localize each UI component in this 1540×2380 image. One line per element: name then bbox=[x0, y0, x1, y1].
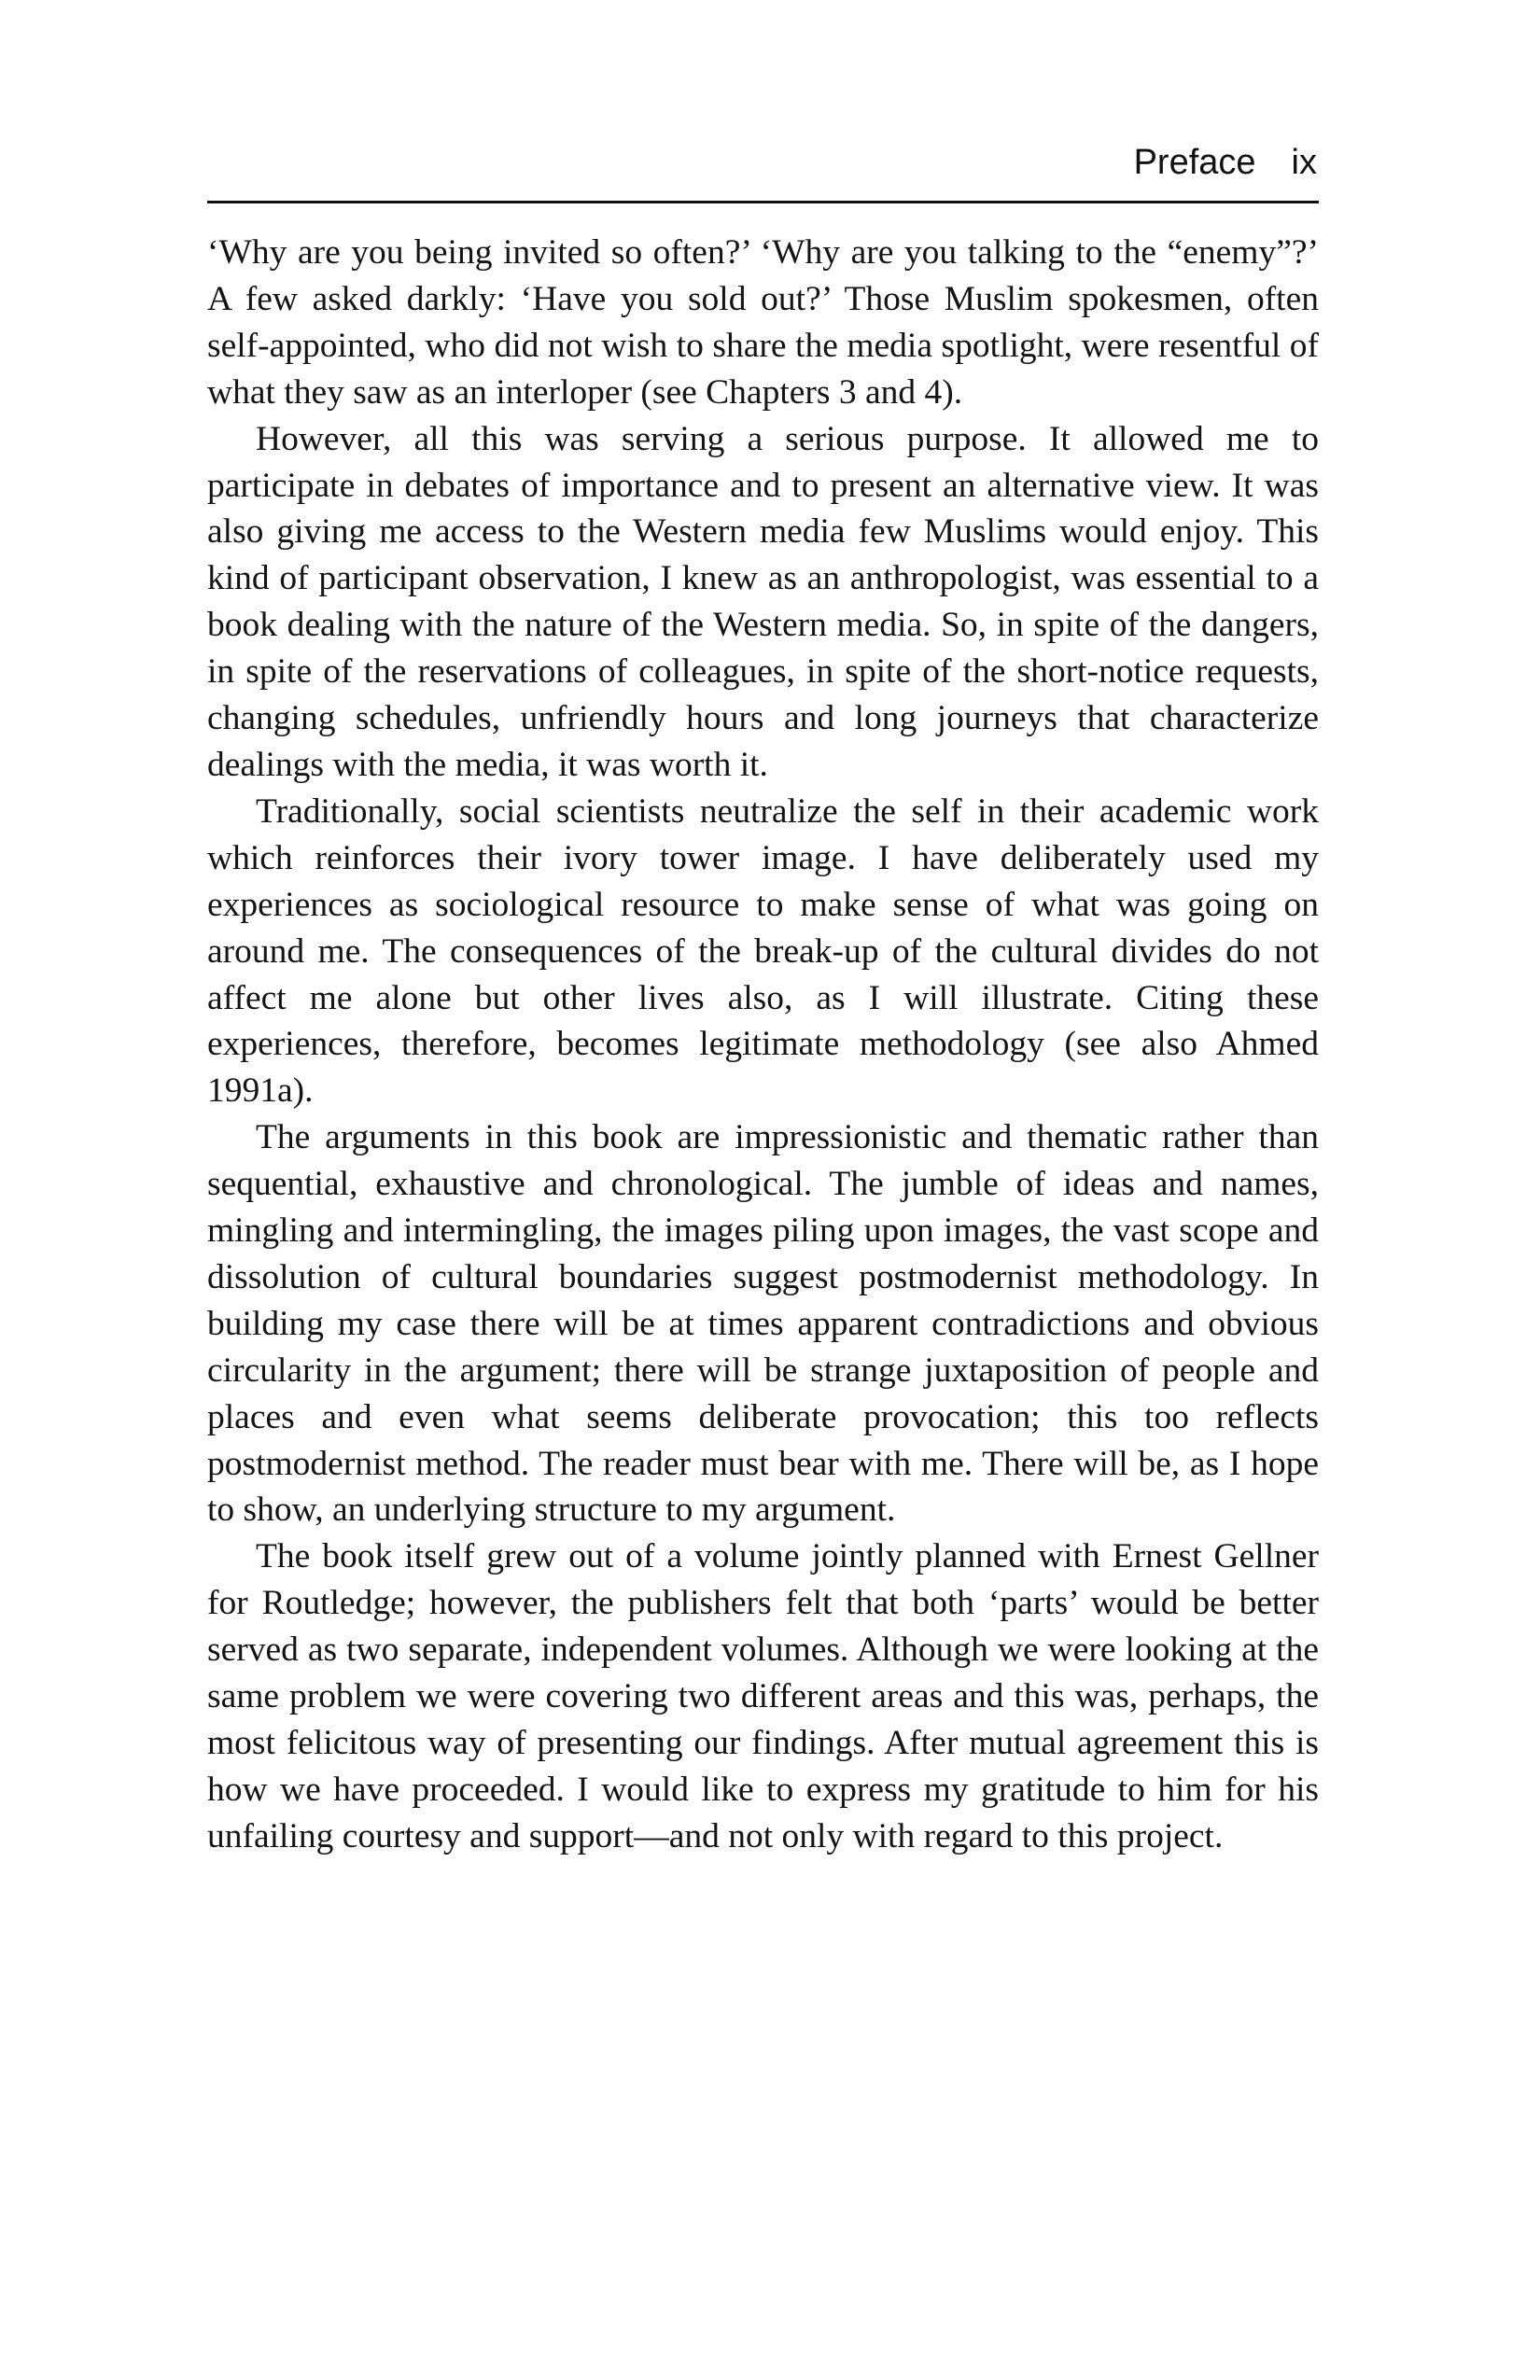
paragraph: The book itself grew out of a volume jointly planned with Ernest Gellner for Routledge; however, the publishers felt that both ‘parts’ would be better served as two separate, independent volumes. Although we were looking at the same problem we were covering two different areas and this was, perhaps, the most felicitous way of presenting our findings. After mutual agreement this is how we have proceeded. I would like to express my gratitude to him for his unfailing courtesy and support—and not only with regard to this project. bbox=[207, 1537, 1319, 1855]
header-rule bbox=[207, 201, 1319, 203]
page-number: ix bbox=[1291, 143, 1317, 182]
running-head bbox=[207, 145, 1319, 180]
body-text bbox=[207, 230, 1319, 1860]
paragraph: Traditionally, social scientists neutralize the self in their academic work which reinforces their ivory tower image. I have deliberately used my experiences as sociological resource to make sense of what was going on around me. The consequences of the break-up of the cultural divides do not affect me alone but other lives also, as I will illustrate. Citing these experiences, therefore, becomes legitimate methodology (see also Ahmed 1991a). bbox=[207, 791, 1319, 1111]
running-head-title: Preface bbox=[1133, 143, 1256, 182]
book-page bbox=[207, 145, 1319, 1860]
paragraph-continued: ‘Why are you being invited so often?’ ‘Why are you talking to the “enemy”?’ A few asked darkly: ‘Have you sold out?’ Those Muslim spokesmen, often self-appointed, who did not wish to share the media spotlight, were resentful of what they saw as an interloper (see Chapters 3 and 4). bbox=[207, 233, 1319, 412]
paragraph: The arguments in this book are impressionistic and thematic rather than sequential, exhaustive and chronological. The jumble of ideas and names, mingling and intermingling, the images piling upon images, the vast scope and dissolution of cultural boundaries suggest postmodernist methodology. In building my case there will be at times apparent contradictions and obvious circularity in the argument; there will be strange juxtaposition of people and places and even what seems deliberate provocation; this too reflects postmodernist method. The reader must bear with me. There will be, as I hope to show, an underlying structure to my argument. bbox=[207, 1118, 1319, 1530]
paragraph: However, all this was serving a serious purpose. It allowed me to participate in debates of importance and to present an alternative view. It was also giving me access to the Western media few Muslims would enjoy. This kind of participant observation, I knew as an anthropologist, was essential to a book dealing with the nature of the Western media. So, in spite of the dangers, in spite of the reservations of colleagues, in spite of the short-notice requests, changing schedules, unfriendly hours and long journeys that characterize dealings with the media, it was worth it. bbox=[207, 419, 1319, 784]
